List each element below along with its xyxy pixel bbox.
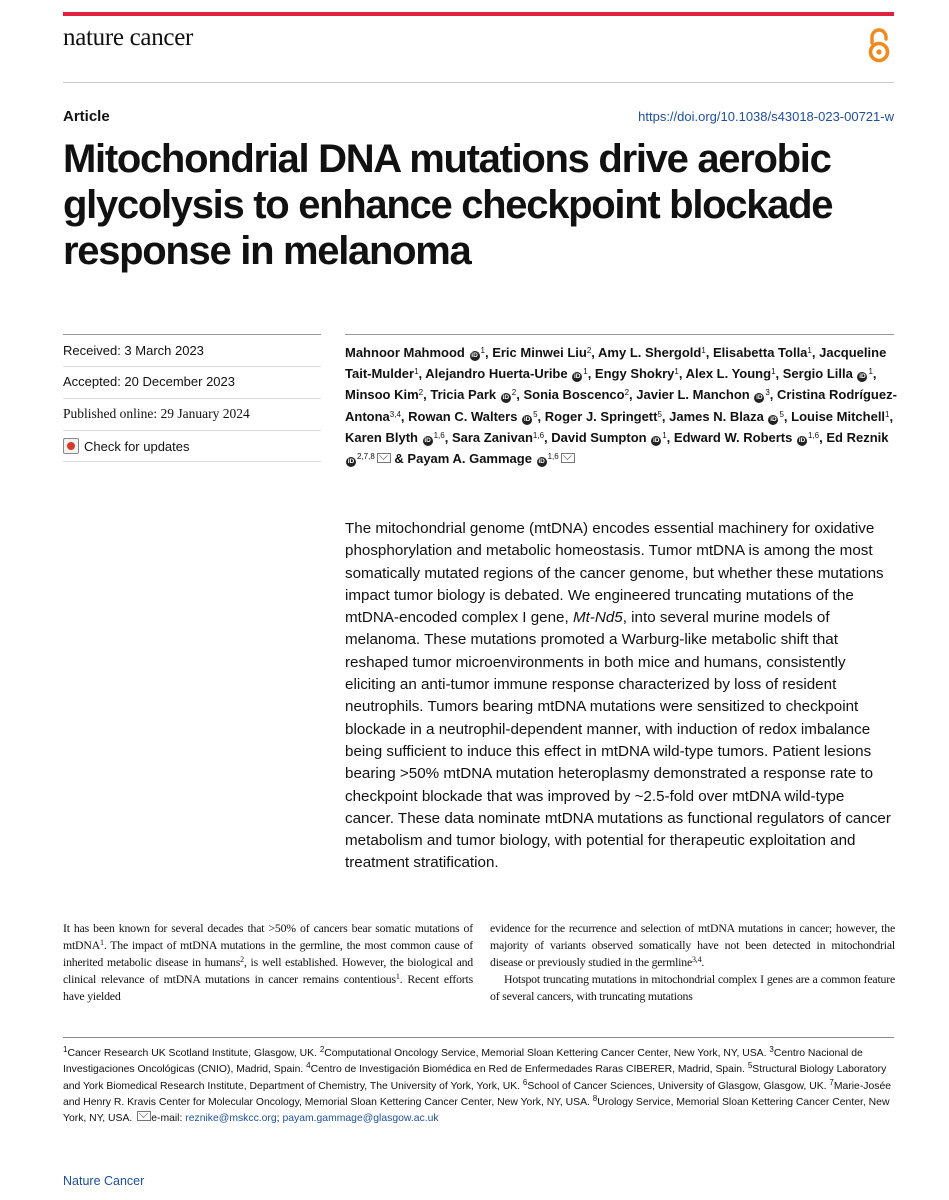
author-name: Minsoo Kim (345, 387, 419, 403)
email-icon[interactable] (561, 453, 575, 463)
affiliation-text: Centro de Investigación Biomédica en Red de Enfermedades Raras CIBERER, Madrid, Spain. (310, 1064, 748, 1076)
email-icon[interactable] (377, 453, 391, 463)
top-accent-bar (63, 12, 894, 16)
author-name: Engy Shokry (594, 366, 675, 382)
affiliation-number: 7 (829, 1077, 834, 1087)
author (345, 387, 423, 402)
author (636, 387, 770, 402)
affiliation-marker: 1,6 (532, 430, 545, 440)
author-name: Alex L. Young (685, 366, 772, 382)
accepted-date: Accepted: 20 December 2023 (63, 374, 235, 389)
affiliation-marker: 1,6 (547, 452, 559, 462)
affiliation-number: 5 (747, 1061, 753, 1071)
affiliation-marker: 1 (885, 409, 890, 419)
affiliation-marker: 5 (533, 409, 538, 419)
doi-link[interactable]: https://doi.org/10.1038/s43018-023-00721-w (638, 109, 894, 124)
author-name: Roger J. Springett (544, 408, 658, 424)
author-name: Amy L. Shergold (598, 345, 702, 360)
email-icon (137, 1111, 151, 1121)
affiliation-marker: 1 (583, 367, 588, 377)
orcid-icon[interactable]: iD (471, 352, 478, 359)
check-for-updates-label: Check for updates (84, 438, 190, 454)
dates-divider (63, 366, 321, 367)
affiliation-marker: 1 (868, 367, 873, 377)
author (545, 409, 662, 424)
affiliation-marker: 1 (674, 367, 679, 377)
author-name: Tricia Park (430, 387, 497, 403)
author (407, 451, 574, 466)
affiliation-marker: 1,6 (808, 430, 820, 440)
body-column-left: It has been known for several decades that >50% of cancers bear somatic mutations of mtDNA$^1$. The impact of mtDNA mutations in the germline, the most common cause of inherited metabolic disease in humans$^2$, is well established. However, the biological and clinical relevance of mtDNA mutations in cancer remains contentious$^1$. Recent efforts have yielded (63, 921, 473, 1003)
orcid-icon[interactable]: iD (652, 436, 660, 444)
citation-ref[interactable]: 1 (395, 971, 400, 981)
author-name: James N. Blaza (669, 408, 764, 424)
author (598, 345, 706, 360)
affiliation-text: School of Cancer Sciences, University of Glasgow, Glasgow, UK. (527, 1080, 830, 1092)
dates-divider (63, 461, 321, 462)
author (345, 345, 485, 360)
author (452, 430, 544, 445)
author (345, 430, 445, 445)
email-link[interactable]: reznike@mskcc.org (185, 1113, 277, 1125)
citation-ref[interactable]: 2 (240, 954, 244, 964)
body-paragraph: Hotspot truncating mutations in mitochondrial complex I genes are a common feature of several cancers, with truncating mutations (490, 971, 895, 1003)
orcid-icon[interactable]: iD (347, 458, 355, 466)
author (523, 387, 629, 402)
affiliation-marker: 1,6 (433, 430, 445, 440)
check-for-updates-button[interactable] (63, 438, 190, 454)
author-name: Mahnoor Mahmood (345, 345, 465, 360)
author (492, 345, 591, 360)
affiliation-number: 6 (522, 1077, 528, 1087)
author (686, 366, 776, 381)
author-name: Ed Reznik (826, 429, 889, 445)
orcid-icon[interactable]: iD (538, 458, 545, 466)
author-name: Javier L. Manchon (636, 387, 750, 403)
author-name: Eric Minwei Liu (492, 345, 587, 360)
author-name: Payam A. Gammage (407, 451, 532, 467)
affiliation-marker: 2 (511, 388, 517, 398)
orcid-icon[interactable]: iD (424, 436, 431, 444)
author (783, 366, 873, 381)
affiliation-text: Cancer Research UK Scotland Institute, Glasgow, UK. (67, 1048, 320, 1059)
author-name: Karen Blyth (345, 429, 418, 445)
affiliation-marker: 3 (765, 388, 770, 398)
received-date: Received: 3 March 2023 (63, 343, 204, 358)
affiliation-marker: 1 (701, 346, 706, 355)
open-access-icon[interactable] (864, 26, 894, 64)
author (551, 430, 666, 445)
footer-journal-name: Nature Cancer (63, 1174, 145, 1188)
author-name: Rowan C. Walters (408, 408, 518, 424)
abstract-text: The mitochondrial genome (mtDNA) encodes essential machinery for oxidative phosphorylation and metabolic homeostasis. Tumor mtDNA is among the most somatically mutated regions of the cancer genome, but whether these mutations impact tumor biology is debated. We engineered truncating mutations of the mtDNA-encoded complex I gene, (345, 520, 884, 627)
email-link[interactable]: payam.gammage@glasgow.ac.uk (282, 1113, 439, 1125)
orcid-icon[interactable]: iD (523, 415, 531, 423)
article-type-label: Article (63, 108, 110, 125)
affiliation-number: 4 (306, 1061, 311, 1071)
author-name: Elisabetta Tolla (713, 345, 808, 360)
author-name: Edward W. Roberts (673, 429, 793, 445)
affiliation-marker: 2,7,8 (357, 452, 375, 462)
affiliation-number: 3 (769, 1045, 774, 1054)
author-name: David Sumpton (551, 429, 647, 445)
crossmark-icon (63, 438, 79, 454)
dates-top-rule (63, 334, 321, 335)
author-name: Louise Mitchell (791, 408, 886, 424)
orcid-icon[interactable]: iD (573, 373, 581, 381)
affiliation-text: Urology Service, Memorial Sloan Kettering Cancer Center, New York, NY, USA. (63, 1096, 890, 1125)
author (674, 430, 819, 445)
header-divider (63, 82, 894, 83)
article-title: Mitochondrial DNA mutations drive aerobic glycolysis to enhance checkpoint blockade response in melanoma (63, 137, 833, 273)
author-name: Sergio Lilla (782, 366, 853, 382)
affiliation-marker: 2 (586, 346, 592, 355)
body-column-right (490, 920, 895, 1005)
author (713, 345, 812, 360)
body-paragraph: evidence for the recurrence and selection of mtDNA mutations in cancer; however, the majority of variants observed somatically have not been detected in mitochondrial disease or previously studied in the germline$^{3,4}$. (490, 921, 895, 969)
affiliation-marker: 5 (779, 409, 784, 419)
orcid-icon[interactable]: iD (756, 394, 763, 402)
author-name: Jacqueline Tait-Mulder (345, 345, 887, 382)
abstract-text: , into several murine models of melanoma. These mutations promoted a Warburg-like metabolic shift that reshaped tumor microenvironments in both mice and humans, consistently eliciting an anti-tumor immune response characterized by loss of resident neutrophils. Tumors bearing mtDNA mutations were sensitized to checkpoint blockade in a neutrophil-dependent manner, with induction of redox imbalance being sufficient to induce this effect in mtDNA wild-type tumors. Patient lesions bearing >50% mtDNA mutation heteroplasmy demonstrated a response rate to checkpoint blockade that was improved by ~2.5-fold over mtDNA wild-type cancer. These data nominate mtDNA mutations as functional regulators of cancer metabolism and tumor biology, with potential for therapeutic exploitation and treatment stratification. (345, 609, 891, 872)
citation-ref[interactable]: 3,4 (692, 954, 702, 964)
affiliation-marker: 5 (657, 409, 662, 419)
affiliation-marker: 1 (771, 367, 776, 377)
affiliation-number: 2 (319, 1045, 325, 1054)
published-date: Published online: 29 January 2024 (63, 406, 250, 421)
author (791, 409, 889, 424)
affiliation-number: 8 (592, 1093, 598, 1103)
dates-divider (63, 398, 321, 399)
author (595, 366, 679, 381)
author-list: Mahnoor Mahmood $iD^1$, Eric Minwei Liu$^2$, Amy L. Shergold$^1$, Elisabetta Tolla$^1$, Jacqueline Tait-Mulder$^1$, Alejandro Huerta-Uribe $iD^1$, Engy Shokry$^1$, Alex L. Young$^1$, Sergio Lilla $iD^1$, Minsoo Kim$^2$, Tricia Park $iD^2$, Sonia Boscenco$^2$, Javier L. Manchon $iD^3$, Cristina Rodríguez-Antona$^{3,4}$, Rowan C. Walters $iD^5$, Roger J. Springett$^5$, James N. Blaza $iD^5$, Louise Mitchell$^1$, Karen Blyth iD$^{1,6}$, Sara Zanivan$^{1,6}$, David Sumpton $iD^1$, Edward W. Roberts iD$^{1,6}$, Ed Reznik iD$^{2,7,8}$ & Payam A. Gammage iD$^{1,6}$ (345, 345, 897, 467)
affiliation-text: Structural Biology Laboratory and York Biomedical Research Institute, Department of Chemistry, The University of York, York, UK. (63, 1064, 887, 1092)
email-separator: ; (276, 1113, 283, 1125)
dates-divider (63, 430, 321, 431)
orcid-icon[interactable]: iD (798, 436, 806, 444)
footnote-rule (63, 1037, 894, 1038)
affiliation-marker: 1 (662, 430, 667, 440)
affiliation-marker: 1 (414, 367, 419, 377)
gene-name: Mt-Nd5 (572, 609, 623, 627)
affiliation-marker: 2 (624, 388, 630, 398)
author-name: Sonia Boscenco (523, 387, 625, 403)
affiliation-text: Centro Nacional de Investigaciones Oncológicas (CNIO), Madrid, Spain. (63, 1048, 863, 1076)
orcid-icon[interactable]: iD (770, 415, 777, 423)
affiliation-number: 1 (63, 1045, 68, 1054)
author (430, 387, 516, 402)
citation-ref[interactable]: 1 (100, 937, 104, 947)
affiliation-text: Computational Oncology Service, Memorial Sloan Kettering Cancer Center, New York, NY, USA. (324, 1048, 770, 1059)
email-label: e-mail: (151, 1113, 186, 1125)
affiliation-marker: 3,4 (389, 409, 401, 419)
affiliation-text: Marie-Josée and Henry R. Kravis Center for Molecular Oncology, Memorial Sloan Kettering Cancer Center, New York, NY, USA. (63, 1080, 892, 1108)
journal-name: nature cancer (63, 24, 194, 51)
author (425, 366, 587, 381)
affiliation-marker: 2 (418, 388, 424, 398)
affiliations (63, 1046, 898, 1127)
author-name: Cristina Rodríguez-Antona (345, 387, 897, 424)
affiliation-marker: 1 (480, 346, 485, 355)
author-name: Sara Zanivan (451, 429, 533, 445)
author (408, 409, 537, 424)
abstract (345, 518, 897, 875)
authors-top-rule (345, 334, 894, 335)
orcid-icon[interactable]: iD (859, 373, 866, 381)
author-name: Alejandro Huerta-Uribe (425, 366, 568, 382)
orcid-icon[interactable]: iD (502, 394, 510, 402)
author (669, 409, 784, 424)
affiliation-marker: 1 (807, 346, 812, 355)
